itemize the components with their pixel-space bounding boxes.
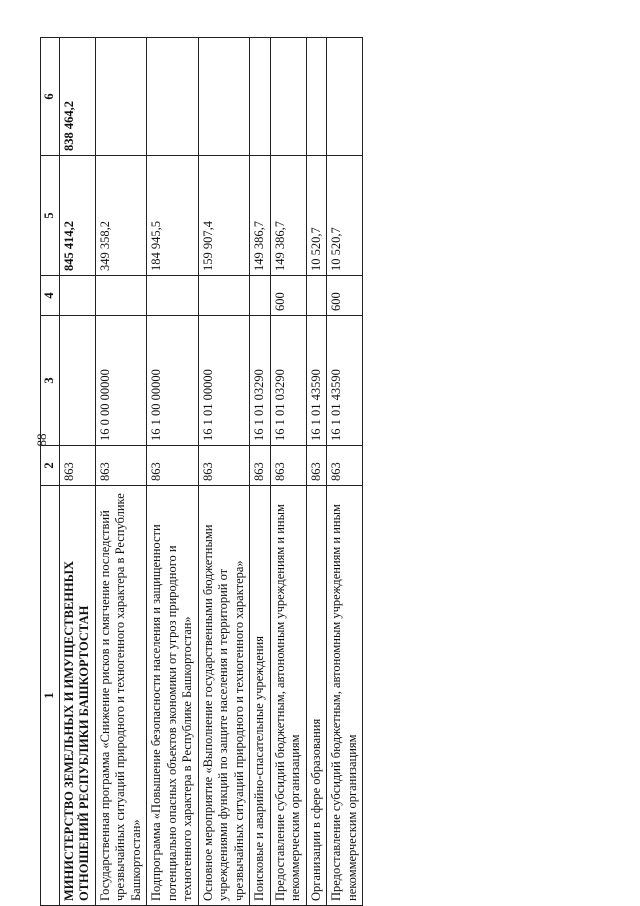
cell-name: Организации в сфере образования	[306, 486, 327, 906]
col-header-2: 2	[41, 446, 60, 486]
cell-code: 863	[95, 446, 147, 486]
cell-sum6	[270, 38, 306, 156]
cell-name: Государственная программа «Снижение рисков и смягчение последствий чрезвычайных ситуаций природного и техногенного характера в Республике Башкортостан»	[95, 486, 147, 906]
col-header-5: 5	[41, 156, 60, 276]
table-row	[198, 38, 250, 906]
cell-csr: 16 1 00 00000	[147, 316, 199, 446]
cell-csr: 16 1 01 03290	[270, 316, 306, 446]
cell-sum6	[250, 38, 271, 156]
cell-csr: 16 1 01 43590	[306, 316, 327, 446]
cell-sum6	[198, 38, 250, 156]
table-row	[95, 38, 147, 906]
cell-vr	[59, 276, 95, 316]
cell-vr: 600	[270, 276, 306, 316]
cell-sum5: 349 358,2	[95, 156, 147, 276]
col-header-1: 1	[41, 486, 60, 906]
cell-sum5: 845 414,2	[59, 156, 95, 276]
cell-sum6	[95, 38, 147, 156]
cell-vr	[95, 276, 147, 316]
cell-sum6	[327, 38, 363, 156]
cell-csr	[59, 316, 95, 446]
cell-vr	[198, 276, 250, 316]
cell-vr	[250, 276, 271, 316]
cell-csr: 16 0 00 00000	[95, 316, 147, 446]
table-row	[147, 38, 199, 906]
cell-sum5: 149 386,7	[270, 156, 306, 276]
cell-sum5: 184 945,5	[147, 156, 199, 276]
cell-sum6: 838 464,2	[59, 38, 95, 156]
cell-sum6	[147, 38, 199, 156]
rotated-page-content	[40, 38, 363, 906]
cell-sum5: 10 520,7	[306, 156, 327, 276]
cell-sum5: 159 907,4	[198, 156, 250, 276]
col-header-3: 3	[41, 316, 60, 446]
header-row	[41, 38, 60, 906]
col-header-6: 6	[41, 38, 60, 156]
cell-name: Поисковые и аварийно-спасательные учреждения	[250, 486, 271, 906]
cell-sum6	[306, 38, 327, 156]
cell-code: 863	[147, 446, 199, 486]
cell-code: 863	[250, 446, 271, 486]
cell-sum5: 10 520,7	[327, 156, 363, 276]
cell-code: 863	[198, 446, 250, 486]
cell-vr: 600	[327, 276, 363, 316]
table-row	[250, 38, 271, 906]
cell-code: 863	[59, 446, 95, 486]
cell-code: 863	[306, 446, 327, 486]
table-row	[59, 38, 95, 906]
cell-name: Предоставление субсидий бюджетным, автономным учреждениям и иным некоммерческим организациям	[270, 486, 306, 906]
cell-sum5: 149 386,7	[250, 156, 271, 276]
table-row	[306, 38, 327, 906]
cell-csr: 16 1 01 00000	[198, 316, 250, 446]
cell-vr	[306, 276, 327, 316]
table-row	[270, 38, 306, 906]
cell-name: Предоставление субсидий бюджетным, автономным учреждениям и иным некоммерческим организациям	[327, 486, 363, 906]
budget-table	[40, 37, 363, 906]
cell-vr	[147, 276, 199, 316]
cell-csr: 16 1 01 43590	[327, 316, 363, 446]
cell-name: Основное мероприятие «Выполнение государственными бюджетными учреждениями функций по защите населения и территорий от чрезвычайных ситуаций природного и техногенного характера»	[198, 486, 250, 906]
cell-code: 863	[327, 446, 363, 486]
cell-name: МИНИСТЕРСТВО ЗЕМЕЛЬНЫХ И ИМУЩЕСТВЕННЫХ ОТНОШЕНИЙ РЕСПУБЛИКИ БАШКОРТОСТАН	[59, 486, 95, 906]
page-number: 88	[34, 433, 49, 447]
cell-csr: 16 1 01 03290	[250, 316, 271, 446]
table-row	[327, 38, 363, 906]
col-header-4: 4	[41, 276, 60, 316]
cell-code: 863	[270, 446, 306, 486]
cell-name: Подпрограмма «Повышение безопасности населения и защищенности потенциально опасных объектов экономики от угроз природного и техногенного характера в Республике Башкортостан»	[147, 486, 199, 906]
